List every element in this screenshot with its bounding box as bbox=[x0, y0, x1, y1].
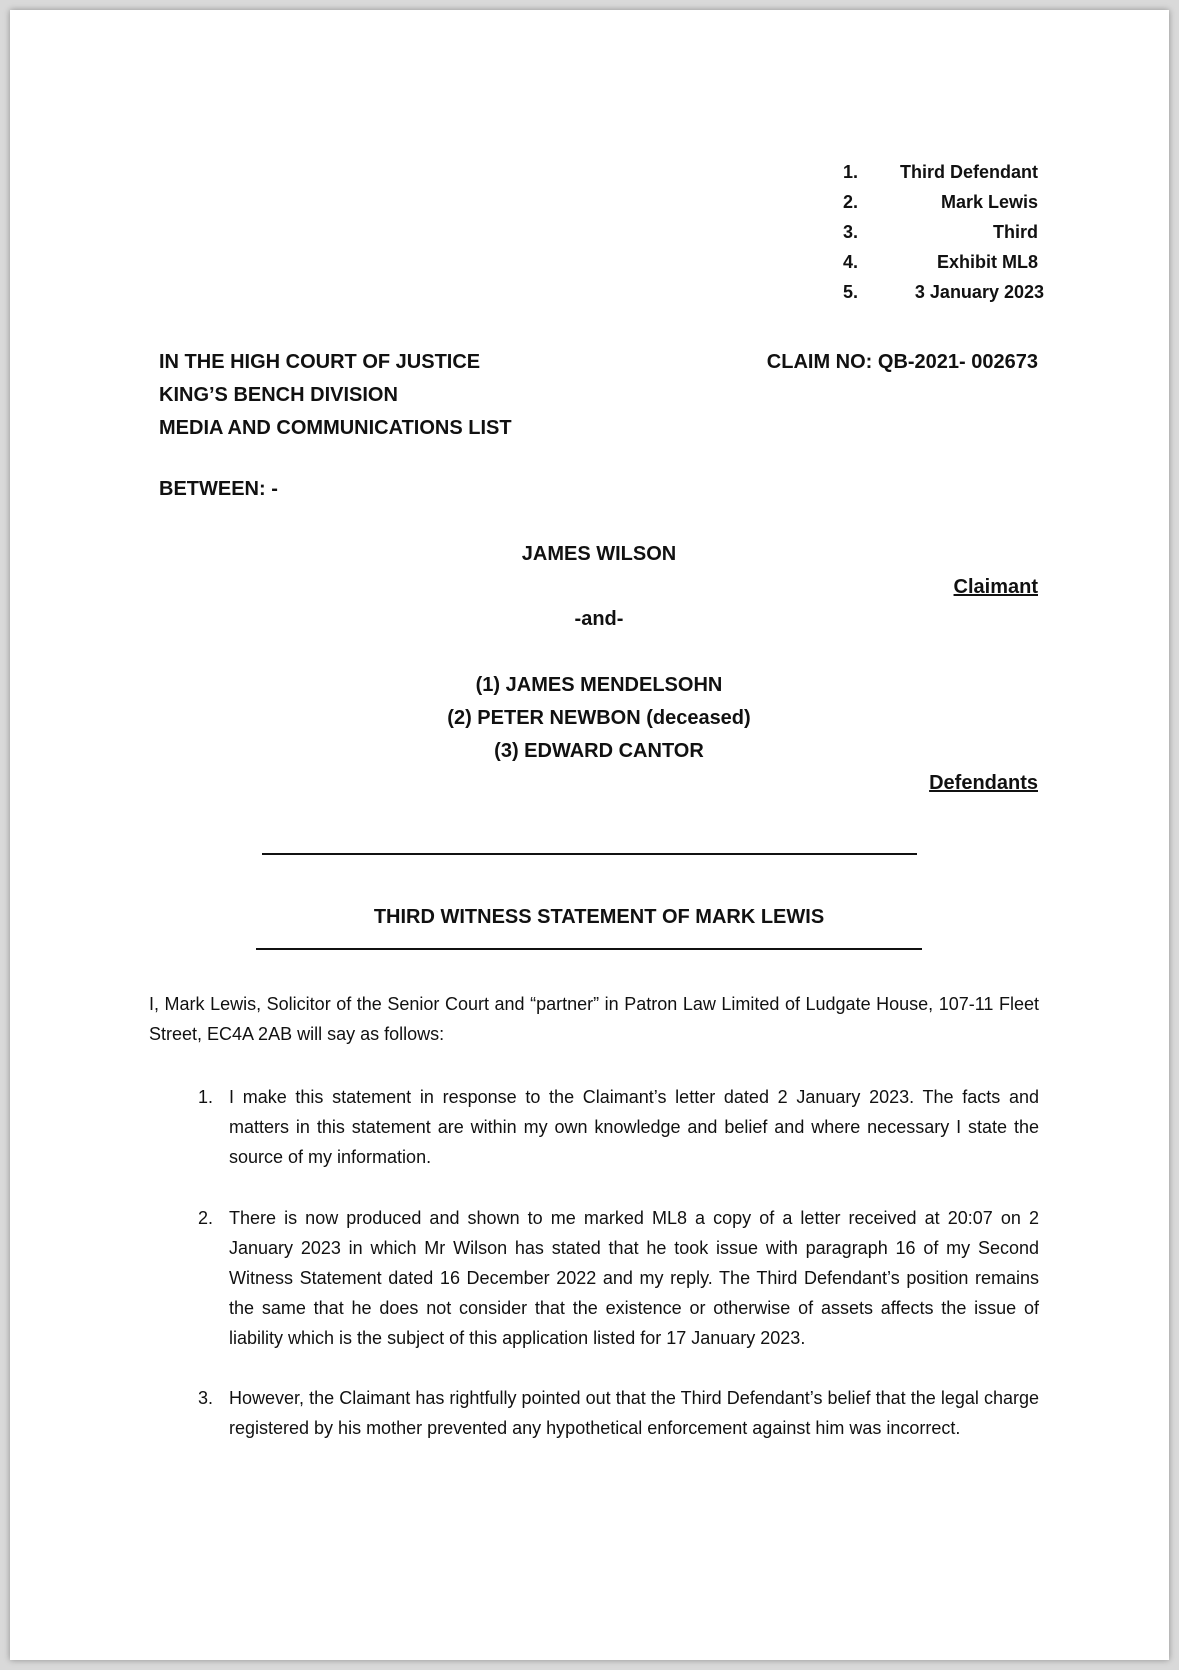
metadata-statement-number: Third bbox=[993, 222, 1038, 242]
metadata-party: Third Defendant bbox=[900, 162, 1038, 182]
metadata-number: 2. bbox=[842, 192, 858, 212]
metadata-number: 3. bbox=[842, 222, 858, 242]
metadata-number: 4. bbox=[842, 252, 858, 272]
paragraph-text: However, the Claimant has rightfully pointed out that the Third Defendant’s belief that the legal charge registered by his mother prevented any hypothetical enforcement against him was incorrect. bbox=[229, 1388, 1039, 1438]
claimant-role: Claimant bbox=[953, 576, 1038, 598]
metadata-row bbox=[830, 252, 1050, 282]
defendant-2: (2) PETER NEWBON (deceased) bbox=[447, 707, 751, 729]
metadata-number: 5. bbox=[842, 282, 858, 302]
paragraph-number: 2. bbox=[197, 1208, 213, 1228]
between-label: BETWEEN: - bbox=[159, 478, 278, 500]
metadata-row bbox=[830, 282, 1050, 312]
defendant-1: (1) JAMES MENDELSOHN bbox=[475, 674, 723, 696]
and-separator: -and- bbox=[574, 608, 624, 630]
statement-title: THIRD WITNESS STATEMENT OF MARK LEWIS bbox=[373, 906, 825, 928]
paragraph-text: There is now produced and shown to me marked ML8 a copy of a letter received at 20:07 on 2 January 2023 in which Mr Wilson has stated that he took issue with paragraph 16 of my Second Witness Statement dated 16 December 2022 and my reply. The Third Defendant’s position remains the same that he does not consider that the existence or otherwise of assets affects the issue of liability which is the subject of this application listed for 17 January 2023. bbox=[229, 1208, 1039, 1348]
court-list: MEDIA AND COMMUNICATIONS LIST bbox=[159, 417, 512, 439]
title-rule-top bbox=[262, 853, 917, 855]
metadata-row bbox=[830, 162, 1050, 192]
numbered-paragraph bbox=[193, 1203, 1039, 1353]
metadata-row bbox=[830, 192, 1050, 222]
numbered-paragraph bbox=[193, 1082, 1039, 1172]
intro-paragraph: I, Mark Lewis, Solicitor of the Senior Court and “partner” in Patron Law Limited of Ludgate House, 107-11 Fleet Street, EC4A 2AB will say as follows: bbox=[149, 994, 1039, 1044]
document-page bbox=[10, 10, 1169, 1660]
metadata-exhibit: Exhibit ML8 bbox=[936, 252, 1038, 272]
title-rule-bottom bbox=[256, 948, 922, 950]
document-metadata bbox=[830, 162, 1050, 312]
numbered-paragraph bbox=[193, 1383, 1039, 1443]
metadata-number: 1. bbox=[842, 162, 858, 182]
claim-number: CLAIM NO: QB-2021- 002673 bbox=[766, 351, 1038, 373]
defendants-role: Defendants bbox=[929, 772, 1038, 794]
court-division: KING’S BENCH DIVISION bbox=[159, 384, 398, 406]
paragraph-number: 3. bbox=[197, 1388, 213, 1408]
claimant-name: JAMES WILSON bbox=[521, 543, 677, 565]
paragraph-number: 1. bbox=[197, 1087, 213, 1107]
court-heading bbox=[159, 346, 512, 445]
metadata-row bbox=[830, 222, 1050, 252]
court-name: IN THE HIGH COURT OF JUSTICE bbox=[159, 351, 481, 373]
paragraph-text: I make this statement in response to the Claimant’s letter dated 2 January 2023. The facts and matters in this statement are within my own knowledge and belief and where necessary I state the source of my information. bbox=[229, 1087, 1039, 1167]
metadata-witness: Mark Lewis bbox=[940, 192, 1038, 212]
metadata-date: 3 January 2023 bbox=[914, 282, 1044, 302]
defendant-3: (3) EDWARD CANTOR bbox=[494, 740, 704, 762]
